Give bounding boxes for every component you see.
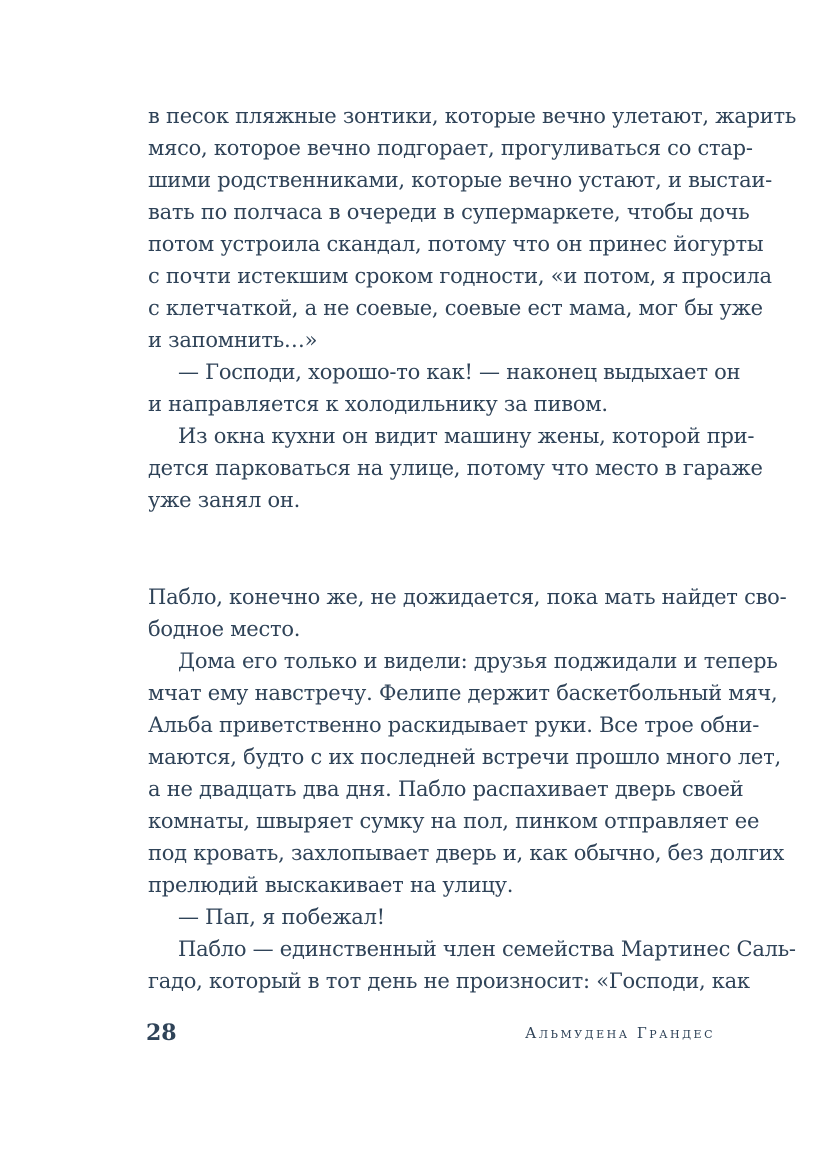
text-line: под кровать, захлопывает дверь и, как обычно, без долгих: [148, 841, 785, 865]
text-line: и запомнить…»: [148, 328, 318, 352]
text-line: потом устроила скандал, потому что он принес йогурты: [148, 232, 764, 256]
text-line: — Пап, я побежал!: [178, 905, 385, 929]
text-line: Из окна кухни он видит машину жены, которой при-: [178, 424, 755, 448]
text-line: гадо, который в тот день не произносит: «Господи, как: [148, 969, 750, 993]
text-line: мчат ему навстречу. Фелипе держит баскетбольный мяч,: [148, 681, 778, 705]
text-line: Альба приветственно раскидывает руки. Все трое обни-: [148, 713, 760, 737]
text-line: Дома его только и видели: друзья поджидали и теперь: [178, 649, 778, 673]
running-footer-author: Альмудена Грандес: [525, 1024, 715, 1042]
text-line: вать по полчаса в очереди в супермаркете, чтобы дочь: [148, 200, 750, 224]
text-line: шими родственниками, которые вечно устают, и выстаи-: [148, 168, 772, 192]
text-line: а не двадцать два дня. Пабло распахивает дверь своей: [148, 777, 744, 801]
text-line: бодное место.: [148, 617, 301, 641]
text-line: уже занял он.: [148, 488, 301, 512]
text-line: комнаты, швыряет сумку на пол, пинком отправляет ее: [148, 809, 760, 833]
text-line: дется парковаться на улице, потому что место в гараже: [148, 456, 763, 480]
text-line: Пабло — единственный член семейства Мартинес Саль-: [178, 937, 796, 961]
text-line: и направляется к холодильнику за пивом.: [148, 392, 608, 416]
text-line: Пабло, конечно же, не дожидается, пока мать найдет сво-: [148, 585, 787, 609]
page-number: 28: [146, 1020, 177, 1046]
text-line: маются, будто с их последней встречи прошло много лет,: [148, 745, 781, 769]
text-line: с почти истекшим сроком годности, «и потом, я просила: [148, 264, 772, 288]
text-line: прелюдий выскакивает на улицу.: [148, 873, 514, 897]
text-line: в песок пляжные зонтики, которые вечно улетают, жарить: [148, 104, 797, 128]
text-line: с клетчаткой, а не соевые, соевые ест мама, мог бы уже: [148, 296, 763, 320]
text-line: мясо, которое вечно подгорает, прогуливаться со стар-: [148, 136, 753, 160]
text-line: — Господи, хорошо-то как! — наконец выдыхает он: [178, 360, 741, 384]
